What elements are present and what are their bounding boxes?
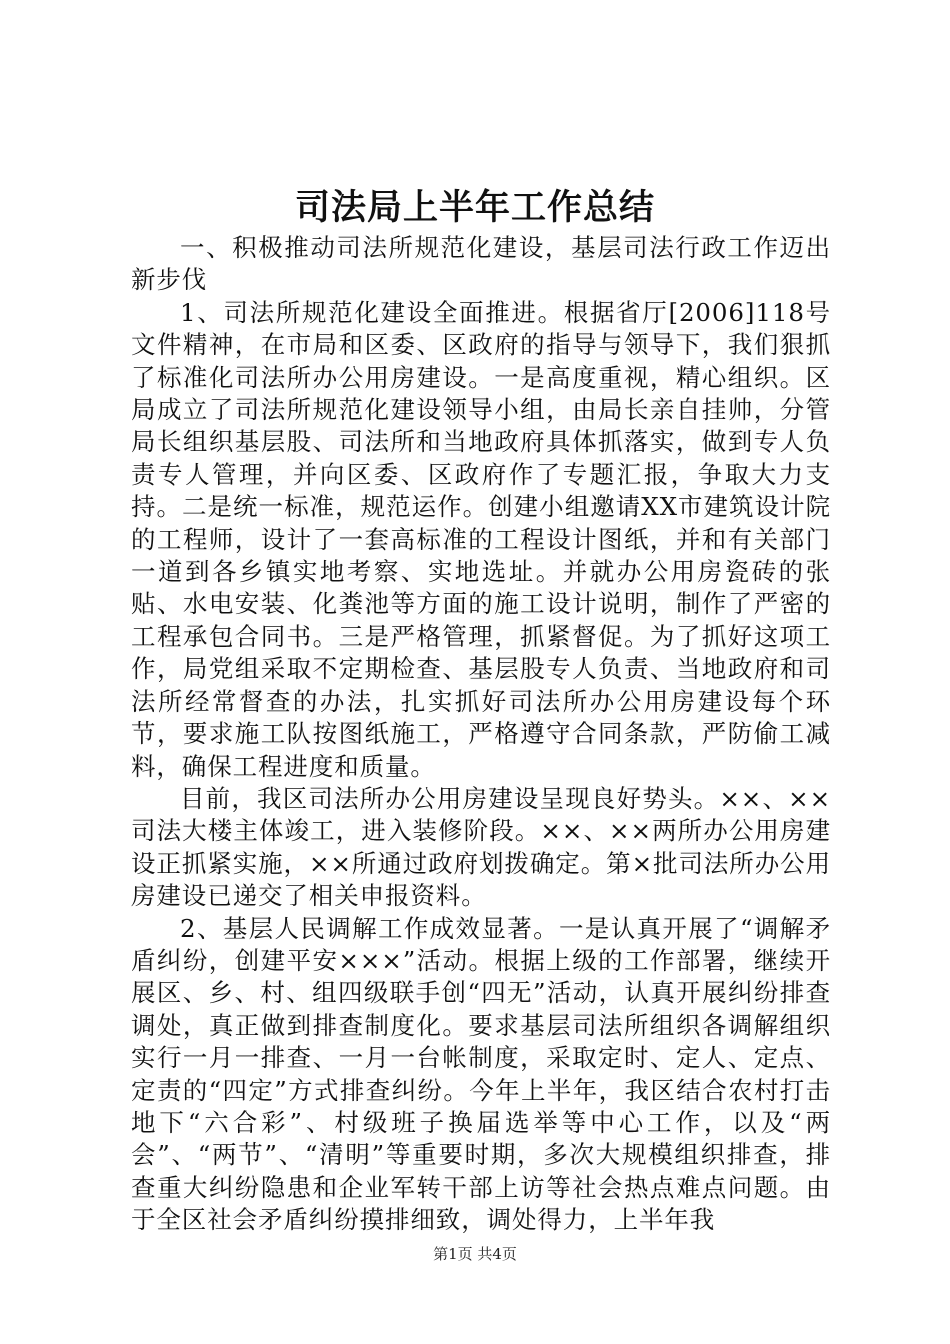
section-heading-paragraph: 一、积极推动司法所规范化建设，基层司法行政工作迈出新步伐 xyxy=(131,233,831,295)
document-body xyxy=(131,232,831,1237)
document-title: 司法局上半年工作总结 xyxy=(294,187,655,228)
page-number-footer: 第1页 共4页 xyxy=(433,1245,517,1263)
body-paragraph-3: 2、基层人民调解工作成效显著。一是认真开展了“调解矛盾纠纷，创建平安×××”活动。根据上级的工作部署，继续开展区、乡、村、组四级联手创“四无”活动，认真开展纠纷排查调处，真正做到排查制度化。要求基层司法所组织各调解组织实行一月一排查、一月一台帐制度，采取定时、定人、定点、定责的“四定”方式排查纠纷。今年上半年，我区结合农村打击地下“六合彩”、村级班子换届选举等中心工作，以及“两会”、“两节”、“清明”等重要时期，多次大规模组织排查，排查重大纠纷隐患和企业军转干部上访等社会热点难点问题。由于全区社会矛盾纠纷摸排细致，调处得力，上半年我 xyxy=(131,913,831,1235)
body-paragraph-2: 目前，我区司法所办公用房建设呈现良好势头。××、××司法大楼主体竣工，进入装修阶段。××、××两所办公用房建设正抓紧实施，××所通过政府划拨确定。第×批司法所办公用房建设已递交了相关申报资料。 xyxy=(131,783,831,911)
body-paragraph-1: 1、司法所规范化建设全面推进。根据省厅[2006]118号文件精神，在市局和区委、区政府的指导与领导下，我们狠抓了标准化司法所办公用房建设。一是高度重视，精心组织。区局成立了司法所规范化建设领导小组，由局长亲自挂帅，分管局长组织基层股、司法所和当地政府具体抓落实，做到专人负责专人管理，并向区委、区政府作了专题汇报，争取大力支持。二是统一标准，规范运作。创建小组邀请XX市建筑设计院的工程师，设计了一套高标准的工程设计图纸，并和有关部门一道到各乡镇实地考察、实地选址。并就办公用房瓷砖的张贴、水电安装、化粪池等方面的施工设计说明，制作了严密的工程承包合同书。三是严格管理，抓紧督促。为了抓好这项工作，局党组采取不定期检查、基层股专人负责、当地政府和司法所经常督查的办法，扎实抓好司法所办公用房建设每个环节，要求施工队按图纸施工，严格遵守合同条款，严防偷工减料，确保工程进度和质量。 xyxy=(131,297,831,781)
